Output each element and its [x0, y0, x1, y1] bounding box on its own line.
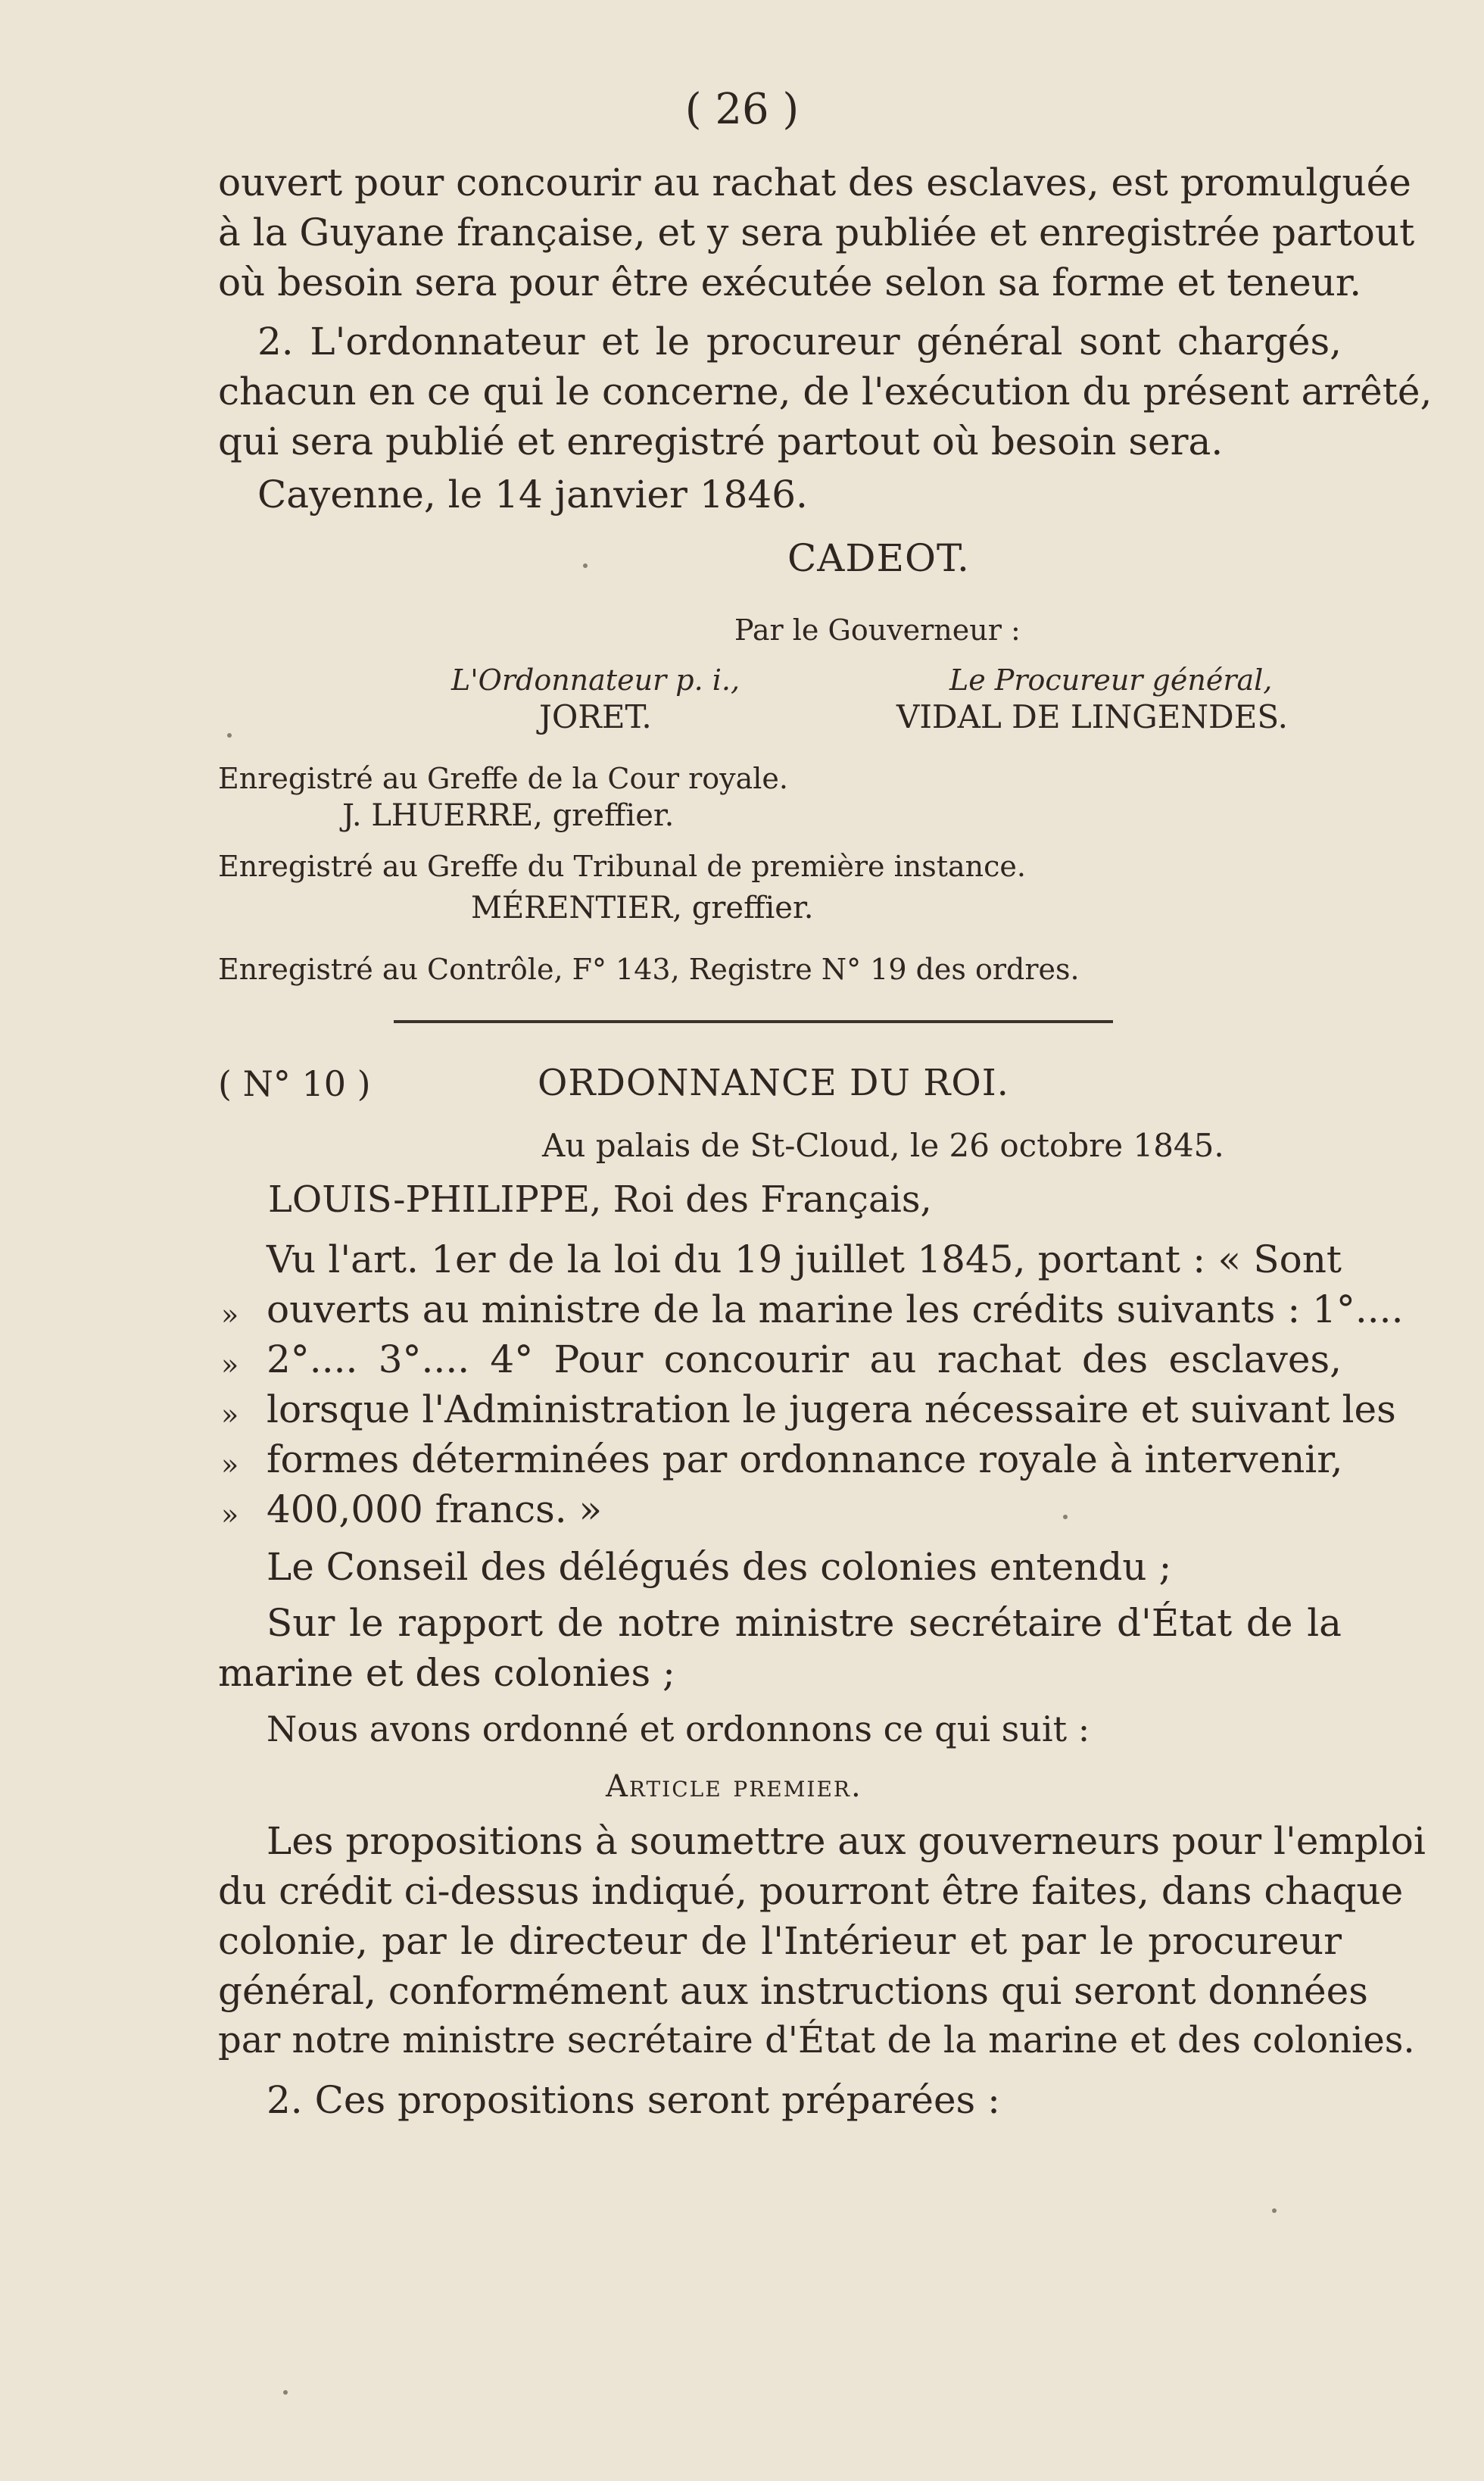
- text-line: à la Guyane française, et y sera publiée et enregistrée partout: [218, 211, 1415, 254]
- text-line: Sur le rapport de notre ministre secrétaire d'État de la: [267, 1601, 1342, 1645]
- text-line: Vu l'art. 1er de la loi du 19 juillet 1845, portant : « Sont: [267, 1237, 1342, 1281]
- procureur-title: Le Procureur général,: [949, 663, 1273, 697]
- par-le-gouverneur: Par le Gouverneur :: [734, 613, 1021, 647]
- place-date: Au palais de St-Cloud, le 26 octobre 1845.: [542, 1127, 1224, 1164]
- text-line: lorsque l'Administration le jugera nécessaire et suivant les: [267, 1387, 1396, 1431]
- ordonnateur-name: JORET.: [539, 698, 652, 735]
- registration-line: Enregistré au Greffe du Tribunal de première instance.: [218, 850, 1026, 883]
- ink-speck: [1272, 2208, 1277, 2213]
- ink-speck: [1063, 1515, 1068, 1519]
- registration-line: Enregistré au Greffe de la Cour royale.: [218, 762, 788, 795]
- text-line: Les propositions à soumettre aux gouverneurs pour l'emploi: [267, 1819, 1426, 1863]
- king-name: LOUIS-PHILIPPE, Roi des Français,: [268, 1178, 932, 1221]
- text-line: du crédit ci-dessus indiqué, pourront être faites, dans chaque: [218, 1869, 1404, 1913]
- governor-signature: CADEOT.: [787, 536, 970, 580]
- text-line: où besoin sera pour être exécutée selon sa forme et teneur.: [218, 261, 1362, 304]
- quote-mark: »: [221, 1298, 239, 1331]
- text-line: colonie, par le directeur de l'Intérieur et par le procureur: [218, 1919, 1342, 1963]
- greffier-name: J. LHUERRE, greffier.: [342, 798, 675, 833]
- article-2-text: 2. Ces propositions seront préparées :: [267, 2078, 1000, 2122]
- text-line: chacun en ce qui le concerne, de l'exécution du présent arrêté,: [218, 370, 1433, 414]
- quote-mark: »: [221, 1498, 239, 1531]
- quote-mark: »: [221, 1448, 239, 1481]
- quote-mark: »: [221, 1348, 239, 1381]
- ordonnance-number: ( N° 10 ): [218, 1063, 371, 1104]
- text-line: 400,000 francs. »: [267, 1487, 603, 1531]
- quote-mark: »: [221, 1398, 239, 1431]
- page-number: ( 26 ): [684, 85, 800, 134]
- greffier-name: MÉRENTIER, greffier.: [471, 891, 814, 925]
- text-line: général, conformément aux instructions qui seront données: [218, 1969, 1368, 2013]
- text-line: ouvert pour concourir au rachat des esclaves, est promulguée: [218, 161, 1411, 204]
- text-line: ouverts au ministre de la marine les crédits suivants : 1°....: [267, 1287, 1404, 1331]
- date-line: Cayenne, le 14 janvier 1846.: [257, 473, 808, 516]
- ink-speck: [283, 2390, 288, 2395]
- text-line: qui sera publié et enregistré partout où besoin sera.: [218, 420, 1224, 463]
- ink-speck: [227, 733, 232, 738]
- text-line: 2°.... 3°.... 4° Pour concourir au rachat des esclaves,: [267, 1337, 1342, 1381]
- registration-line: Enregistré au Contrôle, F° 143, Registre N° 19 des ordres.: [218, 953, 1080, 986]
- text-line: marine et des colonies ;: [218, 1651, 675, 1695]
- article-title: Article premier.: [606, 1769, 862, 1804]
- section-divider: [394, 1020, 1113, 1023]
- text-line: Le Conseil des délégués des colonies entendu ;: [267, 1545, 1172, 1589]
- ordonnateur-title: L'Ordonnateur p. i.,: [451, 663, 740, 697]
- article-2-text: 2. L'ordonnateur et le procureur général sont chargés,: [257, 320, 1342, 364]
- ordonnance-title: ORDONNANCE DU ROI.: [538, 1062, 1009, 1104]
- ordonne-line: Nous avons ordonné et ordonnons ce qui suit :: [267, 1709, 1090, 1749]
- ink-speck: [583, 563, 588, 568]
- text-line: formes déterminées par ordonnance royale à intervenir,: [267, 1437, 1343, 1481]
- text-line: par notre ministre secrétaire d'État de la marine et des colonies.: [218, 2019, 1415, 2061]
- procureur-name: VIDAL DE LINGENDES.: [896, 698, 1289, 735]
